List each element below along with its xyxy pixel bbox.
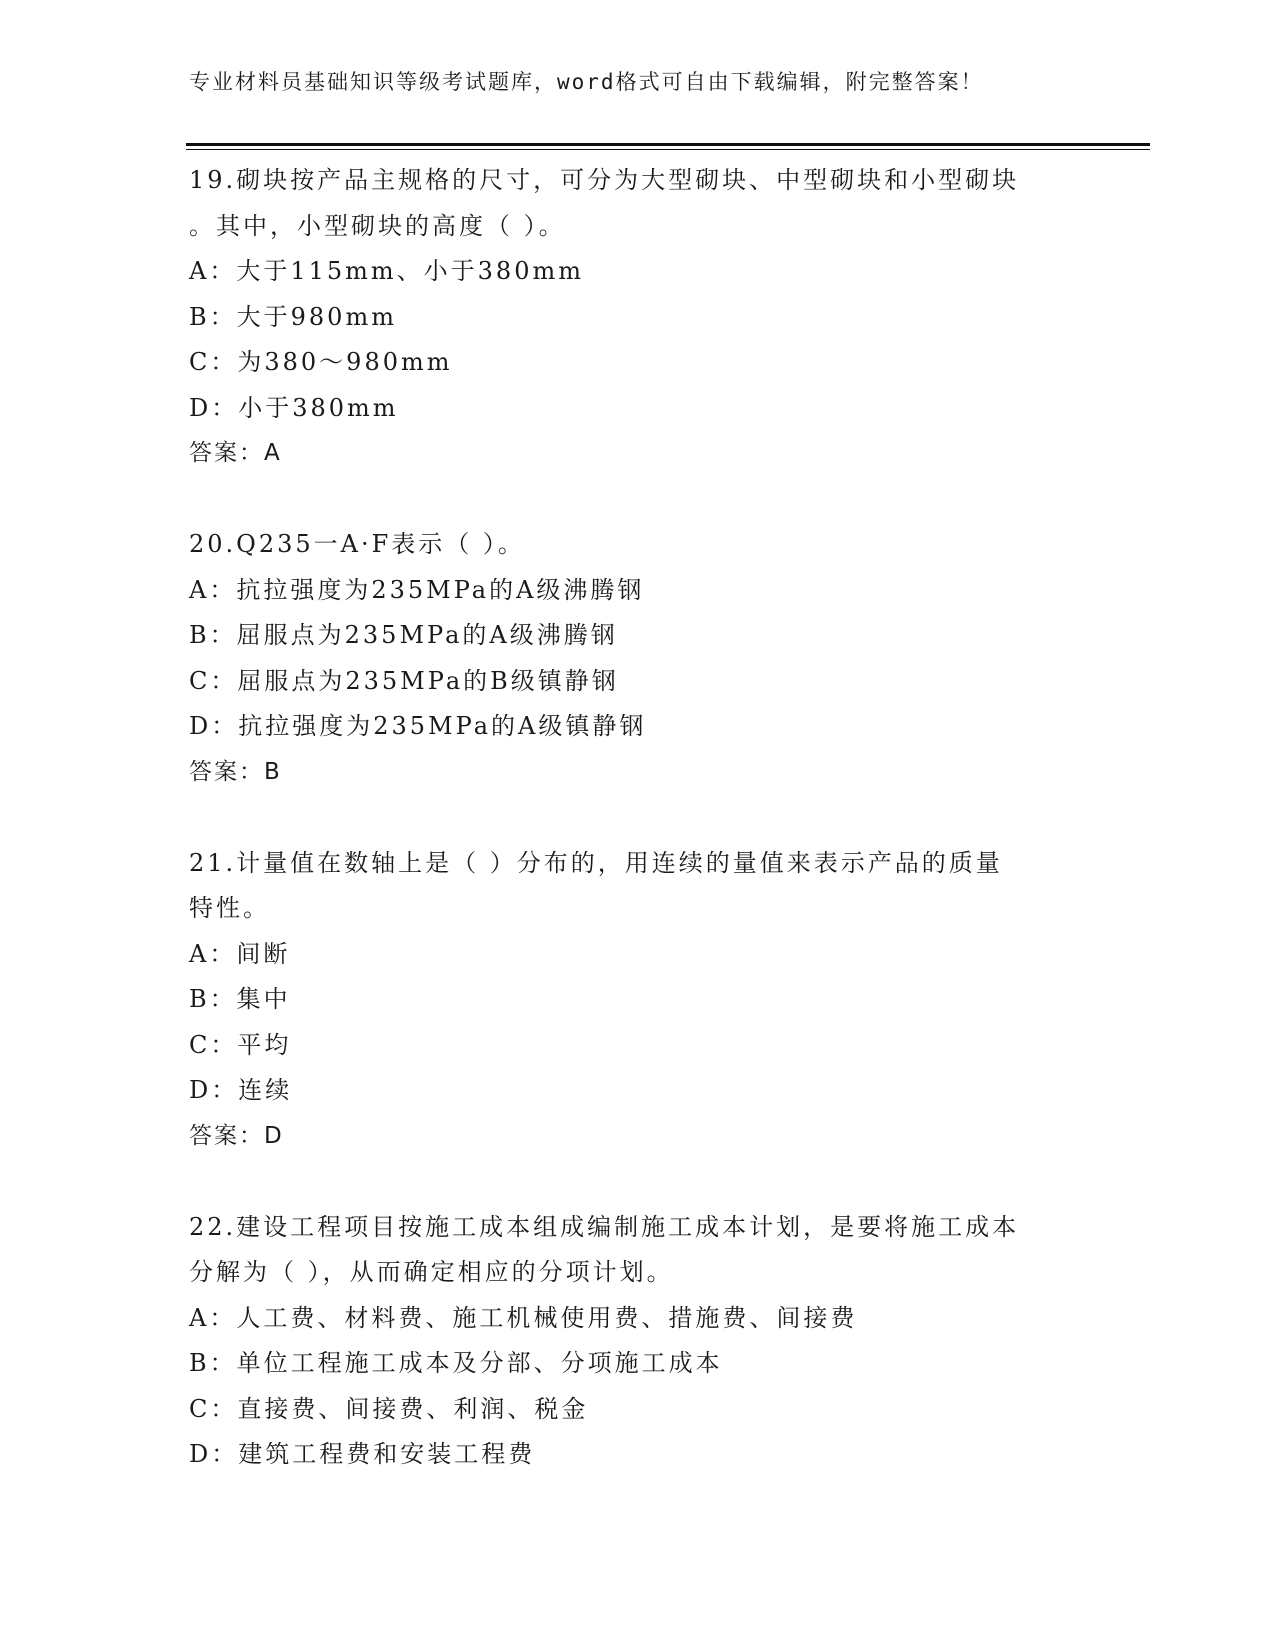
option-d: D：连续 [189, 1076, 293, 1104]
option-a: A：抗拉强度为235MPa的A级沸腾钢 [189, 575, 645, 604]
option-b: B：屈服点为235MPa的A级沸腾钢 [189, 621, 618, 649]
answer-line: 答案：A [189, 440, 282, 466]
option-a: A：大于115mm、小于380mm [189, 257, 584, 285]
question-21 [189, 841, 1089, 1160]
option-d: D：建筑工程费和安装工程费 [189, 1440, 536, 1468]
answer-line: 答案：B [189, 758, 282, 785]
question-stem-line: 21.计量值在数轴上是（ ）分布的，用连续的量值来表示产品的质量 [189, 848, 1003, 877]
question-stem-line: 22.建设工程项目按施工成本组成编制施工成本计划，是要将施工成本 [189, 1212, 1020, 1241]
question-19 [189, 158, 1089, 477]
option-b: B：大于980mm [189, 302, 397, 331]
header-rule-thick [186, 143, 1150, 146]
option-d: D：抗拉强度为235MPa的A级镇静钢 [189, 712, 647, 740]
option-c: C：直接费、间接费、利润、税金 [189, 1394, 589, 1423]
question-22 [189, 1205, 1089, 1478]
header-rule-thin [186, 149, 1150, 150]
option-d: D：小于380mm [189, 393, 399, 422]
question-stem-line: 20.Q235一A·F表示（ ）。 [189, 530, 525, 558]
option-a: A：人工费、材料费、施工机械使用费、措施费、间接费 [189, 1303, 858, 1332]
question-stem-line: 分解为（ ），从而确定相应的分项计划。 [189, 1258, 674, 1286]
question-20 [189, 522, 1089, 795]
page-header: 专业材料员基础知识等级考试题库，word格式可自由下载编辑，附完整答案！ [189, 70, 984, 94]
question-stem-line: 。其中，小型砌块的高度（ ）。 [189, 211, 566, 240]
question-list [189, 158, 1089, 1523]
option-c: C：屈服点为235MPa的B级镇静钢 [189, 666, 619, 695]
question-stem-line: 19.砌块按产品主规格的尺寸，可分为大型砌块、中型砌块和小型砌块 [189, 166, 1020, 194]
answer-line: 答案：D [189, 1122, 284, 1149]
option-a: A：间断 [189, 939, 291, 968]
option-b: B：集中 [189, 985, 291, 1013]
option-c: C：为380～980mm [189, 348, 453, 376]
option-b: B：单位工程施工成本及分部、分项施工成本 [189, 1349, 723, 1377]
question-stem-line: 特性。 [189, 894, 270, 922]
option-c: C：平均 [189, 1030, 292, 1059]
